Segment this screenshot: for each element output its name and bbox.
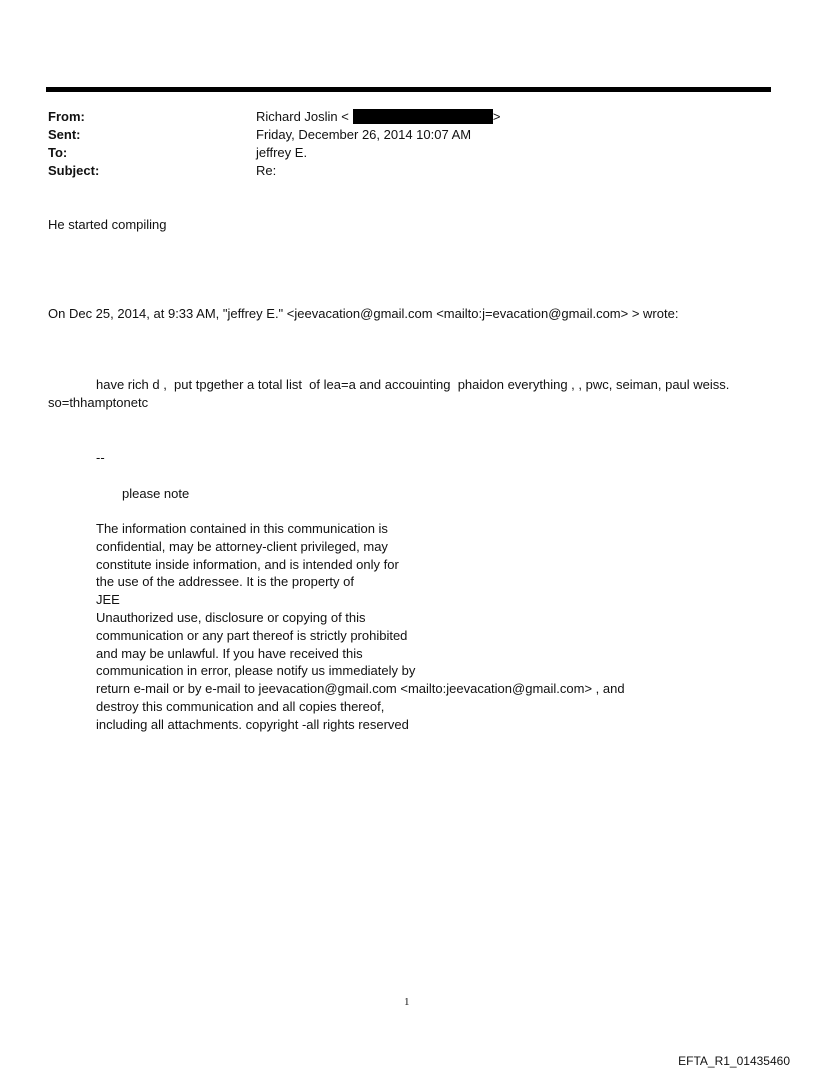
disclaimer-line: including all attachments. copyright -all rights reserved (96, 716, 409, 732)
from-value (256, 109, 500, 124)
email-close-bracket: > (492, 109, 501, 124)
from-label: From: (48, 109, 85, 124)
disclaimer-line: return e-mail or by e-mail to jeevacation@gmail.com <mailto:jeevacation@gmail.com> , and (96, 681, 625, 697)
sent-label: Sent: (48, 127, 81, 142)
disclaimer-line: Unauthorized use, disclosure or copying of this (96, 609, 366, 625)
to-value: jeffrey E. (256, 145, 308, 160)
page-number: 1 (404, 996, 410, 1008)
sender-name: Richard Joslin (256, 109, 338, 124)
reply-text: He started compiling (48, 217, 167, 232)
email-open-bracket: < (341, 109, 349, 124)
disclaimer-line: constitute inside information, and is intended only for (96, 556, 399, 572)
header-rule (46, 87, 771, 92)
disclaimer-line: the use of the addressee. It is the property of (96, 574, 354, 590)
quote-intro: On Dec 25, 2014, at 9:33 AM, "jeffrey E." <jeevacation@gmail.com <mailto:j=evacation@gmail.com> > wrote: (48, 306, 679, 321)
disclaimer-line: JEE (96, 592, 120, 608)
message-line-1: have rich d , put tpgether a total list of lea=a and accouinting phaidon everything , , pwc, seiman, paul weiss. (96, 377, 730, 392)
signature-dashes: -- (96, 450, 105, 465)
sent-value: Friday, December 26, 2014 10:07 AM (256, 127, 472, 142)
subject-label: Subject: (48, 163, 100, 178)
disclaimer-line: communication or any part thereof is strictly prohibited (96, 627, 408, 643)
disclaimer-line: communication in error, please notify us immediately by (96, 663, 416, 679)
disclaimer-line: confidential, may be attorney-client privileged, may (96, 538, 388, 554)
message-line-2: so=thhamptonetc (48, 395, 149, 410)
disclaimer-line: destroy this communication and all copies thereof, (96, 698, 385, 714)
disclaimer-line: and may be unlawful. If you have received this (96, 645, 363, 661)
to-label: To: (48, 145, 68, 160)
subject-value: Re: (256, 163, 277, 178)
disclaimer-line: The information contained in this communication is (96, 521, 388, 536)
document-id: EFTA_R1_01435460 (678, 1054, 790, 1068)
redaction-block (353, 109, 493, 124)
please-note: please note (122, 486, 190, 501)
disclaimer (96, 520, 625, 734)
